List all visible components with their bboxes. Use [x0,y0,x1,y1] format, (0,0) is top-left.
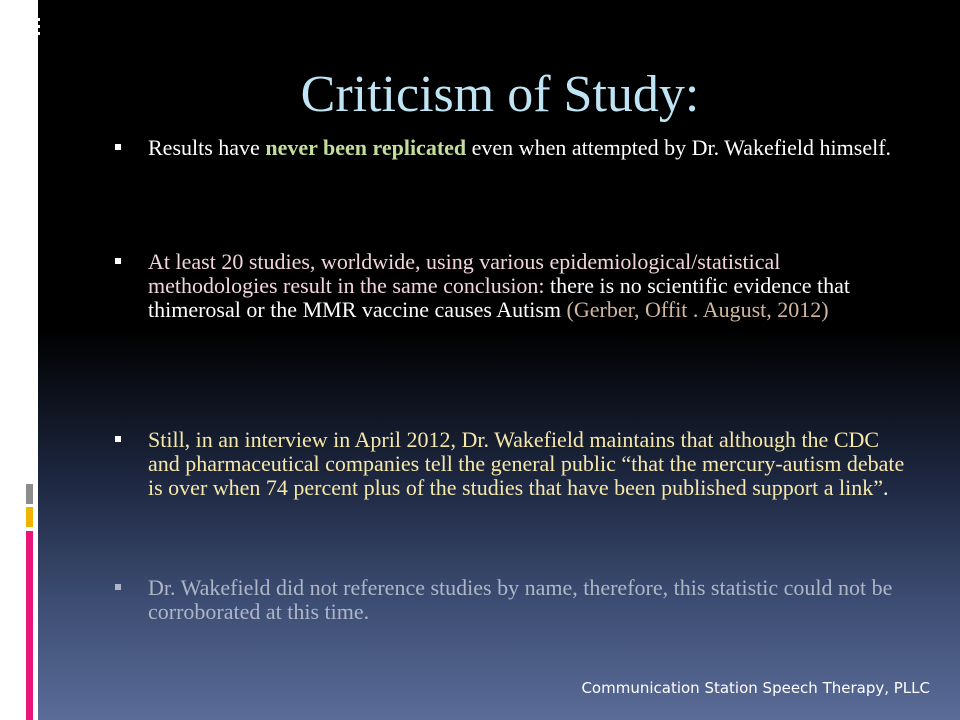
bullet-1-text-start: Results have [148,135,266,160]
frame-ornament-horizontal-3 [0,32,40,35]
bullet-marker-icon [115,436,121,442]
bullet-item-2 [148,250,908,322]
bullet-2-text-intro: At least 20 studies, worldwide, using various epidemiological/statistical methodologies result in the same conclusion: [148,249,781,298]
bullet-3-period: . [883,475,889,500]
bullet-2-text-conclusion: there is no scientific evidence that thimerosal or the MMR vaccine causes Autism [148,273,850,322]
bullet-3-quote-text: Still, in an interview in April 2012, Dr. Wakefield maintains that although the CDC and pharmaceutical companies tell the general public “that the mercury-autism debate is over when 74 percent plus of the studies that have been published support a link” [148,427,905,500]
frame-ornament-horizontal-2 [0,25,40,28]
bullet-marker-icon [115,144,121,150]
bullet-marker-icon [115,258,121,264]
accent-bar-orange [26,507,33,527]
bullet-item-3 [148,428,908,500]
bullet-1-text-end: even when attempted by Dr. Wakefield himself. [466,135,892,160]
bullet-1-highlight: never been replicated [265,135,467,160]
slide-title: Criticism of Study: [300,66,700,123]
accent-bar-pink [26,531,33,720]
bullet-marker-icon [115,584,121,590]
frame-ornament-horizontal-1 [0,18,40,21]
accent-bar-gray [26,484,33,504]
bullet-4-text: Dr. Wakefield did not reference studies by name, therefore, this statistic could not be corroborated at this time. [148,575,893,624]
footer-credit: Communication Station Speech Therapy, PLLC [581,679,930,697]
bullet-item-1 [148,136,908,160]
bullet-item-4 [148,576,908,624]
bullet-2-citation: (Gerber, Offit . August, 2012) [566,297,829,322]
